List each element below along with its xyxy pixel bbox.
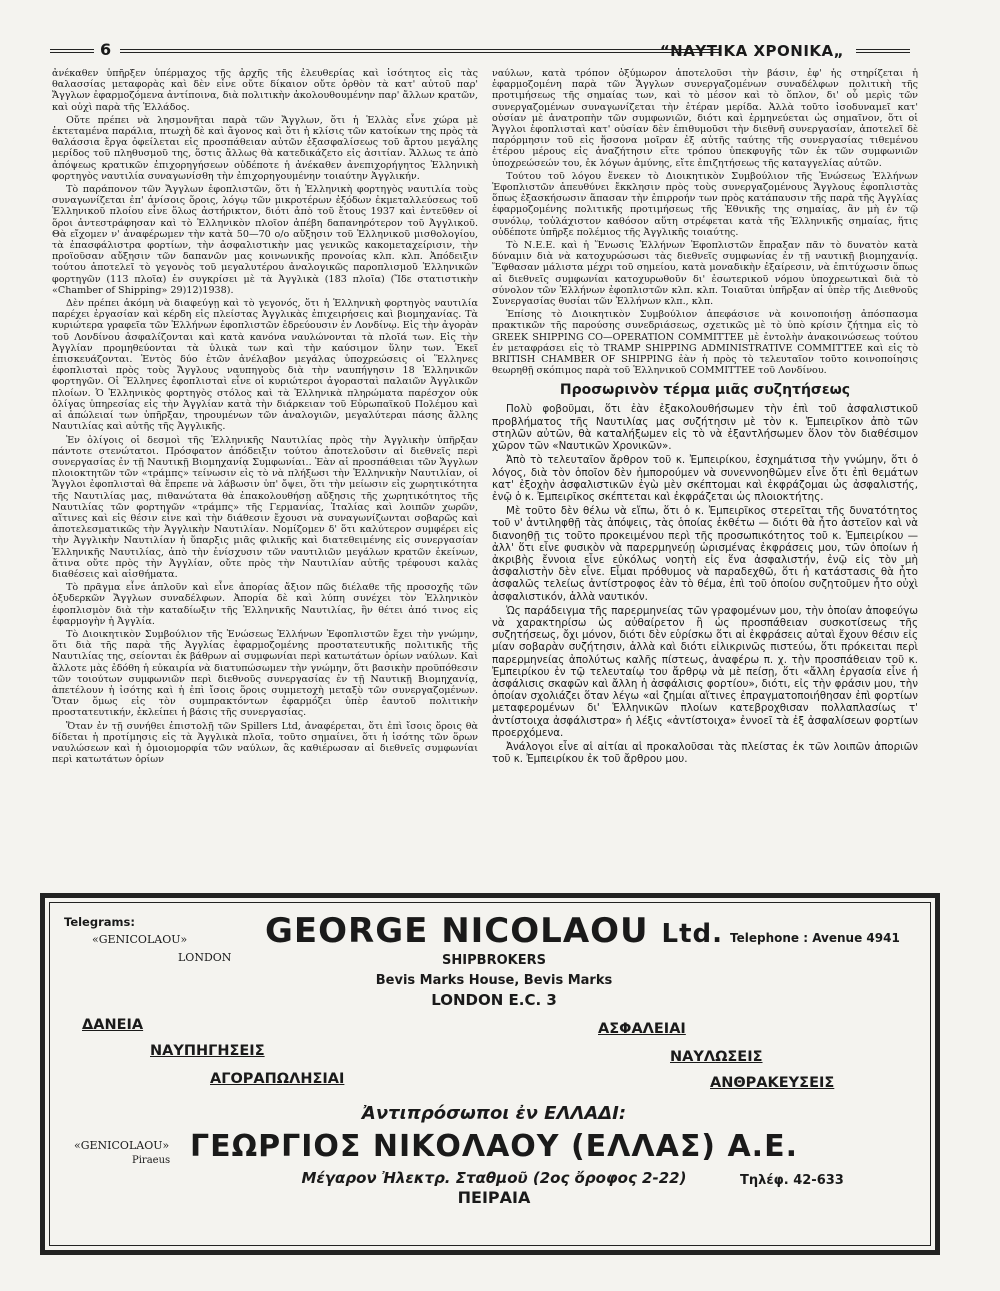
article-subheading: Προσωρινὸν τέρμα μιᾶς συζητήσεως <box>559 382 851 399</box>
advertisement-box <box>40 893 940 1255</box>
right-column <box>492 68 918 880</box>
cable-address-london: «GENICOLAOU» <box>92 933 188 946</box>
cable-city-piraeus: Piraeus <box>132 1155 171 1166</box>
paragraph: Τούτου τοῦ λόγου ἕνεκεν τὸ Διοικητικὸν Συμβούλιον τῆς Ἑνώσεως Ἑλλήνων Ἐφοπλιστῶν ἀπευθύνει ἔκκλησιν πρὸς τοὺς συνεργαζομένους Ἄγγλους ἐφοπλιστὰς ὅπως ἐξασκήσωσιν ἅπασαν τὴν ἐπιρροήν των πρὸς κατάπαυσιν τῆς παρὰ τῆς Ἀγγλίας ἐφαρμοζομένης πολιτικῆς προτιμήσεως τῆς Ἐθνικῆς της σημαίας, ἂν μὴ ἐν τῷ συνόλῳ, τοὐλάχιστον καθόσον αὕτη στρέφεται κατὰ τῆς Ἑλληνικῆς σημαίας, ἥτις οὐδέποτε ὑπῆρξε πολέμιος τῆς Ἀγγλικῆς τοιαύτης. <box>492 170 918 238</box>
cable-city-london: LONDON <box>178 951 232 964</box>
page-header <box>50 40 910 62</box>
firm-address: Bevis Marks House, Bevis Marks <box>375 973 613 988</box>
greek-firm-city: ΠΕΙΡΑΙΑ <box>457 1188 531 1207</box>
publication-title: “ΝΑΥΤΙΚΑ ΧΡΟΝΙΚΑ„ <box>659 42 844 60</box>
paragraph: Ἀνάλογοι εἶνε αἱ αἰτίαι αἱ προκαλοῦσαι τὰς πλείστας ἐκ τῶν λοιπῶν ἀποριῶν τοῦ κ. Ἐμπειρίκου ἐκ τοῦ ἄρθρου μου. <box>492 740 918 766</box>
advertisement-inner-border <box>49 902 931 1246</box>
service-chartering: ΝΑΥΛΩΣΕΙΣ <box>670 1049 763 1065</box>
paragraph: Ἐν ὀλίγοις οἱ δεσμοὶ τῆς Ἑλληνικῆς Ναυτιλίας πρὸς τὴν Ἀγγλικὴν ὑπῆρξαν πάντοτε στενώτατοι. Πρόσφατον ἀπόδειξιν τούτου ἀποτελοῦσιν αἱ διεθνεῖς περὶ συνεργασίας ἐν τῇ Ναυτικῇ Βιομηχανίᾳ Συμφωνίαι.. Ἐὰν αἱ προσπάθειαι τῶν Ἄγγλων πλοιοκτητῶν τῶν «τράμπς» τείνωσιν εἰς τὸ νὰ πλήξωσι τὴν Ἑλληνικὴν Ναυτιλίαν, οἱ Ἄγγλοι ἐφοπλισταὶ θὰ ἔπρεπε νὰ λάβωσιν ὑπ' ὄψει, ὅτι τὴν μείωσιν εἰς χωρητικότητα τῆς Ναυτιλίας μας, πιθανώτατα θὰ ἐπακολουθήσῃ αὔξησις τῆς χωρητικότητος τῆς Ναυτιλίας τῶν φορτηγῶν «τράμπς» τῆς Γερμανίας, Ἰταλίας καὶ λοιπῶν χωρῶν, αἵτινες καὶ εἰς θέσιν εἶνε καὶ τὴν διάθεσιν ἔχουσι νὰ συναγωνίζωνται σοβαρῶς καὶ ἀποτελεσματικῶς τὴν Ἀγγλικὴν Ναυτιλίαν. Νομίζομεν δ' ὅτι καλύτερον συμφέρει εἰς τὴν Ἀγγλικὴν Ναυτιλίαν ἡ ὕπαρξις μιᾶς φιλικῆς καὶ διατεθειμένης εἰς συνεργασίαν Ἑλληνικῆς Ναυτιλίας, ἀπὸ τὴν ἐνίσχυσιν τῶν ναυτιλιῶν μεγάλων κρατῶν ἐκείνων, ἅτινα οὔτε πρὸς τὴν Ἀγγλίαν, οὔτε πρὸς τὴν Ναυτιλίαν αὐτῆς τρέφουσι καλὰς διαθέσεις καὶ αἰσθήματα. <box>52 434 478 580</box>
service-loans: ΔΑΝΕΙΑ <box>82 1017 144 1033</box>
paragraph: Τὸ Διοικητικὸν Συμβούλιον τῆς Ἑνώσεως Ἑλλήνων Ἐφοπλιστῶν ἔχει τὴν γνώμην, ὅτι διὰ τῆς παρὰ τῆς Ἀγγλίας ἐφαρμοζομένης προστατευτικῆς πολιτικῆς τῆς Ναυτιλίας της, σείονται ἐκ βάθρων αἱ συμφωνίαι περὶ κατωτάτων ὁρίων ναύλων. Καὶ ἄλλοτε μὰς ἐδόθη ἡ εὐκαιρία νὰ διατυπώσωμεν τὴν γνώμην, ὅτι βασικὴν προϋπόθεσιν τῶν τοιούτων συμφωνιῶν περὶ διεθνοῦς συνεργασίας ἐν τῇ Ναυτικῇ Βιομηχανίᾳ, ἀπετέλουν ἡ ἰσότης καὶ ἡ ἐπὶ ἴσοις ὅροις συμμετοχὴ μεταξὺ τῶν συνεργαζομένων. Ὅταν ὅμως εἰς τὸν συμπρακτόντων ἐφαρμόζει ὑπὲρ ἑαυτοῦ πολιτικὴν προστατευτικήν, ἐκλείπει ἡ βάσις τῆς συνεργασίας. <box>52 628 478 719</box>
paragraph: Πολὺ φοβοῦμαι, ὅτι ἐὰν ἐξακολουθήσωμεν τὴν ἐπὶ τοῦ ἀσφαλιστικοῦ προβλήματος τῆς Ναυτιλίας μας συζήτησιν μὲ τὸν κ. Ἐμπειρῖκον ἀπὸ τῶν στηλῶν αὐτῶν, θὰ καταλήξωμεν εἰς τὸ νὰ ἐξαντλήσωμεν ὅλον τὸν διαθέσιμον χῶρον τῶν «Ναυτικῶν Χρονικῶν». <box>492 403 918 453</box>
paragraph: Ἐπίσης τὸ Διοικητικὸν Συμβούλιον ἀπεφάσισε νὰ κοινοποιήσῃ ἀπόσπασμα πρακτικῶν τῆς παρούσης συνεδριάσεως, σχετικῶς μὲ τὸ ὑπὸ κρίσιν ζήτημα εἰς τὸ GREEK SHIPPING CO—OPERATION COMMITTEE μὲ ἐντολὴν ἀνακοινώσεως τούτου ἐν μεταφράσει εἰς τὸ TRAMP SHIPPING ADMINISTRATIVE COMMITTEE καὶ εἰς τὸ BRITISH CHAMBER OF SHIPPING ἐὰν ἡ πρὸς τὸ τελευταῖον τοῦτο κοινοποίησις θεωρηθῇ σκόπιμος παρὰ τοῦ Ἑλληνικοῦ COMMITTEE τοῦ Λονδίνου. <box>492 309 918 377</box>
firm-role: SHIPBROKERS <box>442 953 546 968</box>
paragraph: Οὔτε πρέπει νὰ λησμονῆται παρὰ τῶν Ἄγγλων, ὅτι ἡ Ἑλλὰς εἶνε χώρα μὲ ἐκτεταμένα παράλια, πτωχὴ δὲ καὶ ἄγονος καὶ ὅτι ἡ κλίσις τῶν κατοίκων της πρὸς τὰ θαλάσσια ἔργα ὀφείλεται εἰς προσπάθειαν αὐτῶν ἐξασφαλίσεως τοῦ ἄρτου μεγάλης μερίδος τοῦ πληθυσμοῦ της, ὅστις ἄλλως θὰ κατεδικάζετο εἰς ἀσιτίαν. Ἄλλως τε ἀπὸ ἀπόψεως κρατικῶν ἐπιχορηγήσεων οὐδέποτε ἡ ἀνέκαθεν ἀνεπιχορήγητος Ἑλληνικὴ φορτηγὸς ναυτιλία συναγωνίσθη τὴν ἐπιχορηγουμένην τοιαύτην Ἀγγλικήν. <box>52 114 478 182</box>
service-insurance: ΑΣΦΑΛΕΙΑΙ <box>598 1021 686 1037</box>
paragraph: Τὸ Ν.Ε.Ε. καὶ ἡ Ἕνωσις Ἑλλήνων Ἐφοπλιστῶν ἔπραξαν πᾶν τὸ δυνατὸν κατὰ δύναμιν διὰ νὰ κατοχυρώσωσι τὰς διεθνεῖς συμφωνίας ἐν τῇ ναυτικῇ βιομηχανίᾳ. Ἔφθασαν μάλιστα μέχρι τοῦ σημείου, κατὰ μοναδικὴν ἐξαίρεσιν, νὰ ἐπιτύχωσιν ὅπως αἱ διεθνεῖς συμφωνίαι κατοχυρωθοῦν δι' ἐσωτερικοῦ νόμου ὑποχρεωτικαὶ διὰ τὸ σύνολον τῶν Ἑλλήνων ἐφοπλιστῶν κλπ. κλπ. Τοιαῦται ὑπῆρξαν αἱ ὑπὲρ τῆς Διεθνοῦς Συνεργασίας θυσίαι τῶν Ἑλλήνων κλπ., κλπ. <box>492 240 918 308</box>
firm-suffix: Ltd. <box>661 919 723 949</box>
greek-firm-address: Μέγαρον Ἠλεκτρ. Σταθμοῦ (2ος ὄροφος 2-22) <box>301 1169 687 1187</box>
greek-firm-name: ΓΕΩΡΓΙΟΣ ΝΙΚΟΛΑΟΥ (ΕΛΛΑΣ) Α.Ε. <box>190 1129 798 1164</box>
left-column <box>52 68 478 880</box>
paragraph: Ὡς παράδειγμα τῆς παρερμηνείας τῶν γραφομένων μου, τὴν ὁποίαν ἀποφεύγω νὰ χαρακτηρίσω ὡς αὐθαίρετον ἢ ὡς προσπάθειαν συσκοτίσεως τῆς συζητήσεως, ὄχι μόνον, διότι δὲν εὑρίσκω ὅτι αἱ ἐκφράσεις αὐταὶ ἔχουν θέσιν εἰς μίαν σοβαρὰν συζήτησιν, ἀλλὰ καὶ διότι εἰλικρινῶς πιστεύω, ὅτι πρόκειται περὶ παρερμηνείας ἀπολύτως καλῆς πίστεως, ἀναφέρω π. χ. τὴν προσπάθειαν τοῦ κ. Ἐμπειρίκου ἐν τῷ τελευταίῳ του ἄρθρῳ νὰ μὲ πείσῃ, ὅτι «ἄλλη ἐργασία εἶνε ἡ ἀσφάλισις σκαφῶν καὶ ἄλλη ἡ ἀσφάλισις φορτίου», διότι, εἰς τὴν φράσιν μου, τὴν ὁποίαν σχολιάζει ὅταν λέγω «αἱ ζημίαι αἵτινες ἐπραγματοποιήθησαν ἐπὶ φορτίων μεταφερομένων δι' Ἑλληνικῶν πλοίων κατεβροχθισαν πολλαπλασίως τ' ἀντίστοιχα ἀσφάλιστρα» ἡ λέξις «ἀντίστοιχα» ἐννοεῖ τὰ ἐξ ἀσφαλίσεων φορτίων προερχόμενα. <box>492 604 918 739</box>
paragraph: Τὸ παράπονον τῶν Ἄγγλων ἐφοπλιστῶν, ὅτι ἡ Ἑλληνικὴ φορτηγὸς ναυτιλία τοὺς συναγωνίζεται ἐπ' ἀνίσοις ὅροις, λόγῳ τῶν μικροτέρων ἐξόδων ἐκμεταλλεύσεως τοῦ Ἑλληνικοῦ πλοίου εἶνε ὅλως ἀστήρικτον, διότι ἀπὸ τοῦ ἔτους 1937 καὶ ἐντεῦθεν οἱ ὅροι ἀντεστράφησαν καὶ τὸ Ἑλληνικὸν πλοῖον ἀπέβη δαπανηρότερον τοῦ Ἀγγλικοῦ. Θὰ εἴχομεν ν' ἀναφέρωμεν τὴν κατὰ 50—70 ο/ο αὔξησιν τοῦ Ἑλληνικοῦ μισθολογίου, τὰ ἐπασφάλιστρα φορτίων, τὴν ἀσφαλιστικὴν μας γενικῶς κακομεταχείρισιν, τὴν προϊοῦσαν αὔξησιν τῶν δαπανῶν μας κοινωνικῆς προνοίας κλπ. κλπ. Ἀπόδειξιν τούτου ἀποτελεῖ τὸ γεγονὸς τοῦ μεγαλυτέρου ἀναλογικῶς παροπλισμοῦ Ἑλληνικῶν φορτηγῶν (113 πλοῖα) ἐν συγκρίσει μὲ τὰ Ἀγγλικὰ (183 πλοῖα) (Ἴδε στατιστικὴν «Chamber of Shipping» 29)12)1938). <box>52 184 478 296</box>
paragraph: Δὲν πρέπει ἀκόμη νὰ διαφεύγῃ καὶ τὸ γεγονός, ὅτι ἡ Ἑλληνικὴ φορτηγὸς ναυτιλία παρέχει ἐργασίαν καὶ κέρδη εἰς πλείστας Ἀγγλικὰς ἐπιχειρήσεις καὶ βιομηχανίας. Τὰ κυριώτερα γραφεῖα τῶν Ἑλλήνων ἐφοπλιστῶν ἑδρεύουσιν ἐν Λονδίνῳ. Εἰς τὴν ἀγορὰν τοῦ Λονδίνου ἀσφαλίζονται καὶ κατὰ κανόνα ναυλώνονται τὰ πλοῖά των. Εἰς τὴν Ἀγγλίαν προμηθεύονται τὰ ὑλικὰ των καὶ τὴν καύσιμον ὕλην των. Ἐκεῖ ἐπισκευάζονται. Ἐντὸς δύο ἐτῶν ἀνέλαβον μεγάλας ὑποχρεώσεις οἱ Ἕλληνες ἐφοπλισταὶ πρὸς τοὺς Ἄγγλους ναυπηγοὺς διὰ τὴν ναυπήγησιν 18 Ἑλληνικῶν φορτηγῶν. Οἱ Ἕλληνες ἐφοπλισταὶ εἶνε οἱ κυριώτεροι ἀγορασταὶ παλαιῶν Ἀγγλικῶν πλοίων. Ὁ Ἑλληνικὸς φορτηγὸς στόλος καὶ τὰ Ἑλληνικὰ πληρώματα παρέσχον οὐκ ὀλίγας ὑπηρεσίας εἰς τὴν Ἀγγλίαν κατὰ τὴν διάρκειαν τοῦ Εὐρωπαϊκοῦ Πολέμου καὶ αἱ ἀπώλειαί των ὑπῆρξαν, τηρουμένων τῶν ἀναλογιῶν, μεγαλύτεραι πάσης ἄλλης Ναυτιλίας καὶ αὐτῆς τῆς Ἀγγλικῆς. <box>52 298 478 433</box>
firm-city: LONDON E.C. 3 <box>431 991 557 1009</box>
telegrams-label: Telegrams: <box>64 915 135 929</box>
paragraph: Ὅταν ἐν τῇ συνήθει ἐπιστολῇ τῶν Spillers Ltd, ἀναφέρεται, ὅτι ἐπὶ ἴσοις ὅροις θὰ δίδεται ἡ προτίμησις εἰς τὰ Ἀγγλικὰ πλοῖα, τοῦτο σημαίνει, ὅτι ἡ ἰσότης τῶν ὅρων ναυλώσεων καὶ ἡ ὁμοιομορφία τῶν ναύλων, ἃς καθιέρωσαν αἱ διεθνεῖς συμφωνίαι περὶ κατωτάτων ὁρίων <box>52 720 478 766</box>
header-rule <box>856 49 910 53</box>
paragraph: ναύλων, κατὰ τρόπον ὀξύμωρον ἀποτελοῦσι τὴν βάσιν, ἐφ' ἧς στηρίζεται ἡ ἐφαρμοζομένη παρὰ τῶν Ἄγγλων συνεργαζομένων συναδέλφων πολιτικὴ τῆς προτιμήσεως τῆς σημαίας των, καὶ τὸ μέσον καὶ τὸ ὅπλον, δι' οὗ μερὶς τῶν συνεργαζομένων συναγωνίζεται τὴν ἑτέραν μερίδα. Ἀλλὰ τοῦτο ἰσοδυναμεῖ κατ' οὐσίαν μὲ ἀνατροπὴν τῶν συμφωνιῶν, διότι καὶ ἑρμηνεύεται ὡς σημαῖνον, ὅτι οἱ Ἄγγλοι ἐφοπλισταὶ κατ' οὐσίαν δὲν ἐπιθυμοῦσι τὴν διεθνῆ συνεργασίαν, ἀποτελεῖ δὲ παρόρμησιν τοῦ εἰς ἥσσονα μοῖραν ἐξ αὐτῆς ταύτης τῆς συνεργασίας τιθεμένου ἑτέρου μέρους εἰς ἀναζήτησιν εἴτε τρόπου ὑπεκφυγῆς τῶν ἐκ τῶν συμφωνιῶν ὑποχρεώσεών του, ἐκ λόγων ἀμύνης, εἴτε ἐπιζητήσεως τῆς καταγγελίας αὐτῶν. <box>492 68 918 169</box>
firm-name-text: GEORGE NICOLAOU <box>265 911 649 951</box>
telephone-london: Telephone : Avenue 4941 <box>730 931 900 945</box>
cable-address-piraeus: «GENICOLAOU» <box>74 1139 170 1152</box>
page-number: 6 <box>100 40 112 59</box>
paragraph: Μὲ τοῦτο δὲν θέλω νὰ εἴπω, ὅτι ὁ κ. Ἐμπειρῖκος στερεῖται τῆς δυνατότητος τοῦ ν' ἀντιληφθῇ τὰς ἀπόψεις, τὰς ὁποίας ἐκθέτω — διότι θὰ ἦτο ἀστεῖον καὶ νὰ διανοηθῇ τις τοῦτο προκειμένου περὶ τῆς προσωπικότητος τοῦ κ. Ἐμπειρίκου — ἀλλ' ὅτι εἶνε φυσικὸν νὰ παρερμηνεύῃ ὡρισμένας ἐκφράσεις μου, τῶν ὁποίων ἡ ἀκριβὴς ἔννοια εἶνε εὐκόλως νοητὴ εἰς ἕνα ἀσφαλιστήν, ἐνῷ εἰς τὸν μὴ ἀσφαλιστὴν δὲν εἶνε. Εἶμαι πρόθυμος νὰ παραδεχθῶ, ὅτι ἡ κατάστασις θὰ ἦτο ἀσφαλῶς τελείως ἀντίστροφος ἐὰν τὸ θέμα, ἐπὶ τοῦ ὁποίου συζητοῦμεν ἦτο οὐχὶ ἀσφαλιστικόν, ἀλλὰ ναυτικόν. <box>492 505 918 603</box>
paragraph: Ἀπὸ τὸ τελευταῖον ἄρθρον τοῦ κ. Ἐμπειρίκου, ἐσχημάτισα τὴν γνώμην, ὅτι ὁ λόγος, διὰ τὸν ὁποῖον δὲν ἠμπορούμεν νὰ συνεννοηθῶμεν εἶνε ὅτι ἐπὶ θεμάτων κατ' ἐξοχὴν ἀσφαλιστικῶν ἐγὼ μὲν σκέπτομαι καὶ ἐκφράζομαι ὡς ἀσφαλιστής, ἐνῷ ὁ κ. Ἐμπειρῖκος σκέπτεται καὶ ἐκφράζεται ὡς πλοιοκτήτης. <box>492 454 918 503</box>
paragraph: Τὸ πρᾶγμα εἶνε ἁπλοῦν καὶ εἶνε ἀπορίας ἄξιον πῶς διέλαθε τῆς προσοχῆς τῶν ὀξυδερκῶν Ἄγγλων συναδέλφων. Ἀπορία δὲ καὶ λύπη συνέχει τὸν Ἑλληνικὸν ἐφοπλισμὸν διὰ τὴν καταδίωξιν τῆς Ἑλληνικῆς Ναυτιλίας, ἣν θέτει ἀπό τινος εἰς ἐφαρμογὴν ἡ Ἀγγλία. <box>52 582 478 627</box>
header-rule <box>120 49 720 53</box>
service-coaling: ΑΝΘΡΑΚΕΥΣΕΙΣ <box>710 1075 835 1091</box>
agents-heading: Ἀντιπρόσωποι ἐν ΕΛΛΑΔΙ: <box>361 1103 627 1124</box>
service-sale-purchase: ΑΓΟΡΑΠΩΛΗΣΙΑΙ <box>210 1071 345 1087</box>
paragraph: ἀνέκαθεν ὑπῆρξεν ὑπέρμαχος τῆς ἀρχῆς τῆς ἐλευθερίας καὶ ἰσότητος εἰς τὰς θαλασσίας μεταφορὰς καὶ δὲν εἶνε οὔτε δίκαιον οὔτε ὀρθὸν τὰ κατ' αὐτοῦ παρ' Ἄγγλων ἐφαρμοζόμενα ἀντίποινα, διὰ πολιτικὴν ἀκολουθουμένην παρ' ἄλλων κρατῶν, καὶ οὐχὶ παρὰ τῆς Ἑλλάδος. <box>52 68 478 113</box>
telephone-piraeus: Τηλέφ. 42-633 <box>740 1173 844 1188</box>
service-shipbuilding: ΝΑΥΠΗΓΗΣΕΙΣ <box>150 1043 265 1059</box>
header-rule <box>50 49 94 53</box>
